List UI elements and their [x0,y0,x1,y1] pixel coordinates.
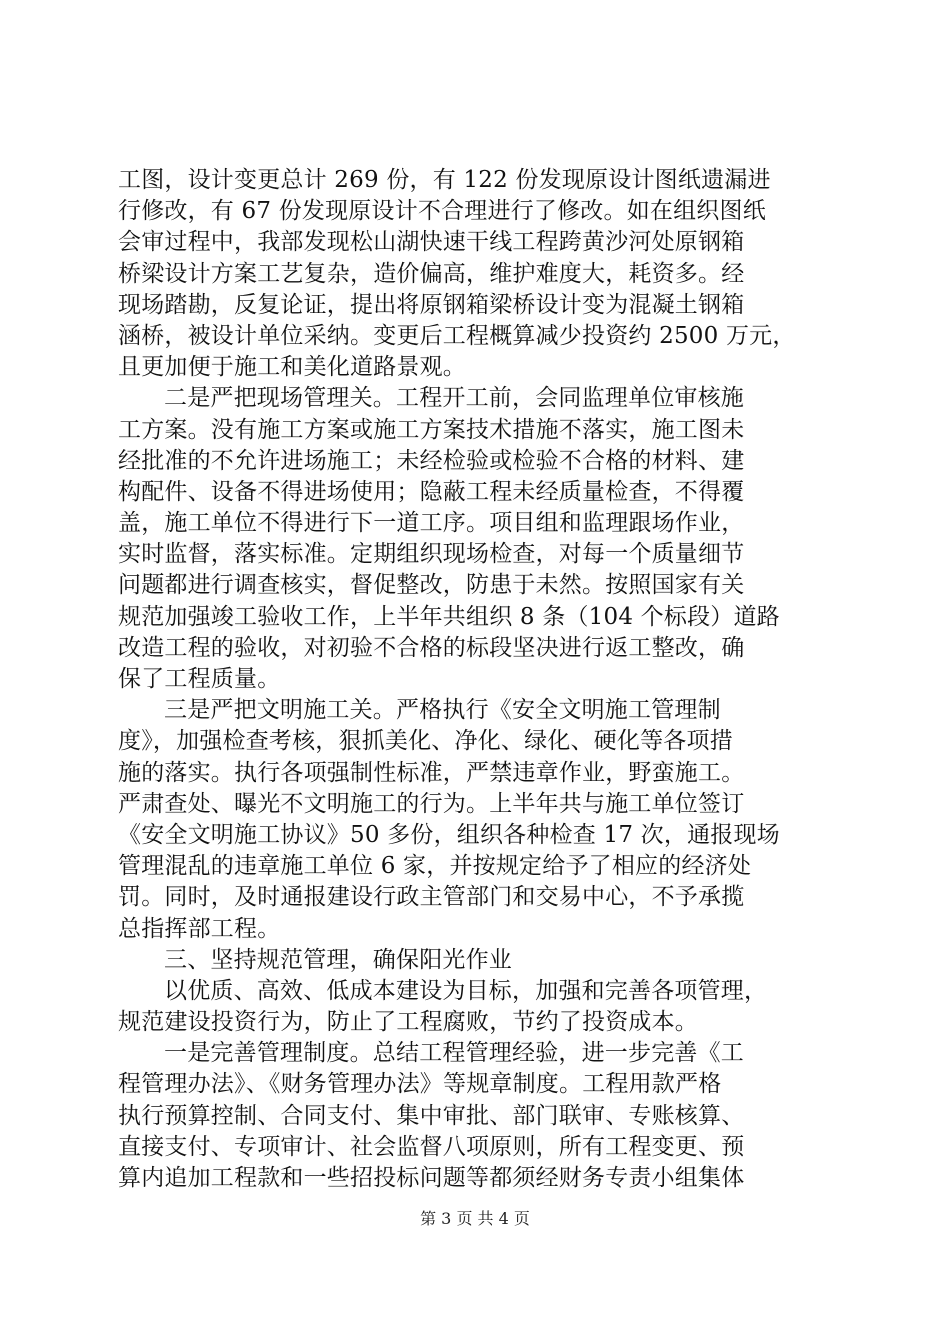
text-line: 执行预算控制、合同支付、集中审批、部门联审、专账核算、 [118,1102,745,1129]
text-line: 且更加便于施工和美化道路景观。 [118,354,466,381]
text-line: 实时监督，落实标准。定期组织现场检查，对每一个质量细节 [118,541,745,568]
text-line: 程管理办法》、《财务管理办法》等规章制度。工程用款严格 [118,1071,722,1098]
section-heading: 三、坚持规范管理，确保阳光作业 [164,946,512,973]
text-line: 涵桥，被设计单位采纳。变更后工程概算减少投资约 2500 万元， [118,322,796,349]
text-line: 构配件、设备不得进场使用；隐蔽工程未经质量检查，不得覆 [118,478,745,505]
text-line: 严肃查处、曝光不文明施工的行为。上半年共与施工单位签订 [118,790,745,817]
text-line: 会审过程中，我部发现松山湖快速干线工程跨黄沙河处原钢箱 [118,229,745,256]
text-line: 问题都进行调查核实，督促整改，防患于未然。按照国家有关 [118,572,745,599]
paragraph-start-line: 三是严把文明施工关。严格执行《安全文明施工管理制 [164,697,721,724]
text-line: 工图，设计变更总计 269 份，有 122 份发现原设计图纸遗漏进 [118,167,771,193]
paragraph-start-line: 二是严把现场管理关。工程开工前，会同监理单位审核施 [164,385,744,412]
text-line: 规范加强竣工验收工作，上半年共组织 8 条（104 个标段）道路 [118,603,780,630]
text-line: 度》，加强检查考核，狠抓美化、净化、绿化、硬化等各项措 [118,728,733,755]
page-number-footer: 第 3 页 共 4 页 [420,1209,530,1228]
text-line: 罚。同时，及时通报建设行政主管部门和交易中心，不予承揽 [118,884,745,911]
text-line: 规范建设投资行为，防止了工程腐败，节约了投资成本。 [118,1009,698,1036]
paragraph-start-line: 以优质、高效、低成本建设为目标，加强和完善各项管理， [164,977,768,1004]
text-line: 《安全文明施工协议》50 多份，组织各种检查 17 次，通报现场 [118,821,780,848]
text-line: 管理混乱的违章施工单位 6 家，并按规定给予了相应的经济处 [118,853,752,880]
paragraph-start-line: 一是完善管理制度。总结工程管理经验，进一步完善《工 [164,1040,744,1067]
text-line: 改造工程的验收，对初验不合格的标段坚决进行返工整改，确 [118,634,745,661]
text-line: 工方案。没有施工方案或施工方案技术措施不落实，施工图未 [118,416,745,443]
text-line: 总指挥部工程。 [118,915,281,942]
text-line: 盖，施工单位不得进行下一道工序。项目组和监理跟场作业， [118,510,745,537]
text-line: 行修改，有 67 份发现原设计不合理进行了修改。如在组织图纸 [118,198,766,225]
text-line: 现场踏勘，反复论证，提出将原钢箱梁桥设计变为混凝土钢箱 [118,291,745,318]
text-line: 直接支付、专项审计、社会监督八项原则，所有工程变更、预 [118,1133,745,1160]
text-line: 桥梁设计方案工艺复杂，造价偏高，维护难度大，耗资多。经 [118,260,745,287]
text-line: 施的落实。执行各项强制性标准，严禁违章作业，野蛮施工。 [118,759,745,786]
text-line: 算内追加工程款和一些招投标问题等都须经财务专责小组集体 [118,1165,745,1191]
text-line: 保了工程质量。 [118,666,281,692]
text-line: 经批准的不允许进场施工；未经检验或检验不合格的材料、建 [118,447,745,474]
document-body [118,165,858,1194]
